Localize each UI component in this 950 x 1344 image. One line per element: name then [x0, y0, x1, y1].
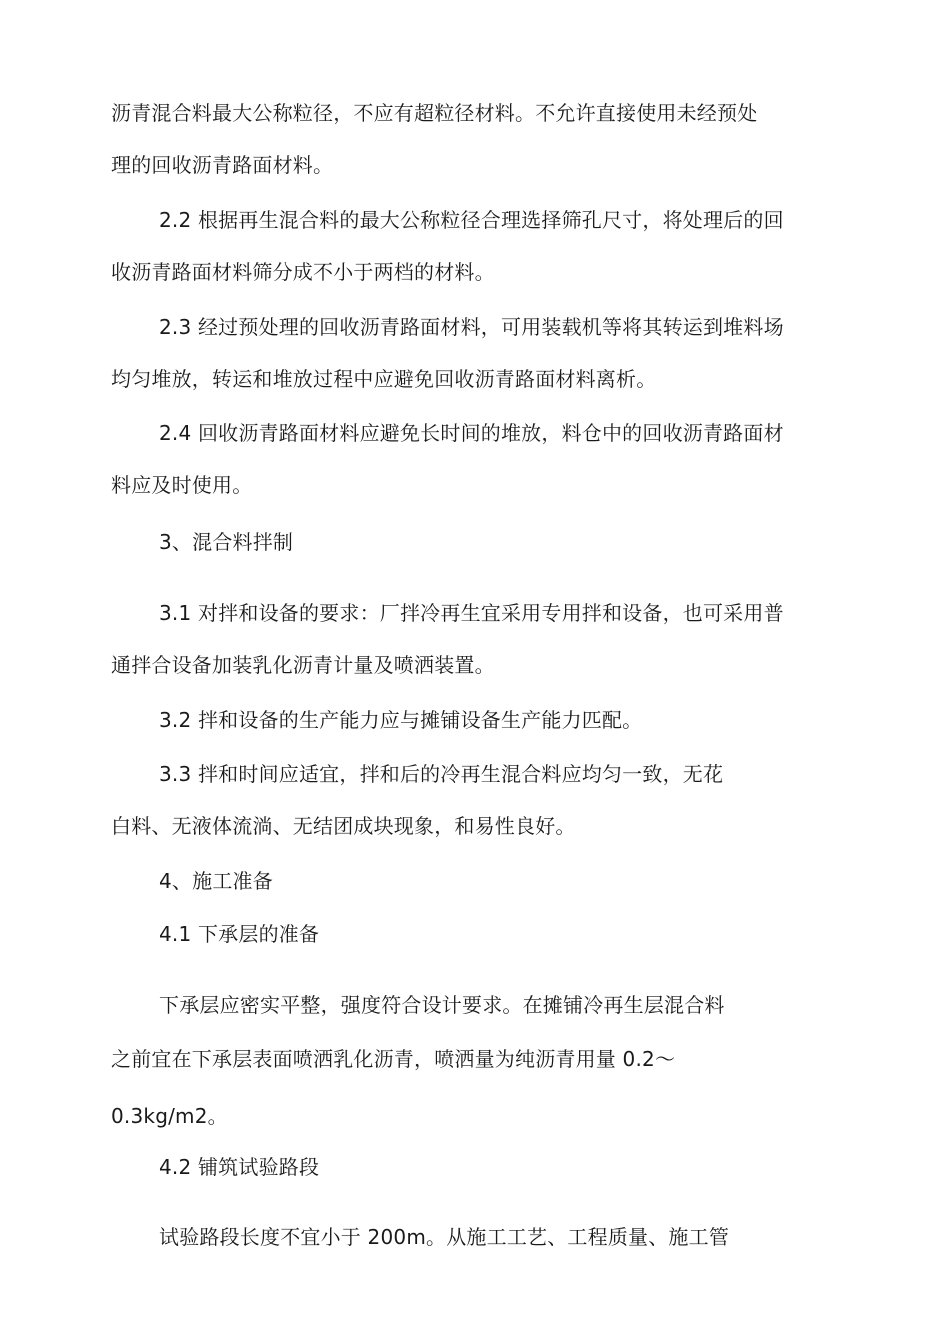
text-line: 之前宜在下承层表面喷洒乳化沥青，喷洒量为纯沥青用量 0.2〜 [111, 1047, 676, 1071]
text-line: 均匀堆放，转运和堆放过程中应避免回收沥青路面材料离析。 [111, 367, 657, 391]
section-heading: 4、施工准备 [159, 869, 273, 893]
text-line: 0.3kg/m2。 [111, 1104, 228, 1128]
text-line: 2.4 回收沥青路面材料应避免长时间的堆放，料仓中的回收沥青路面材 [159, 421, 784, 445]
text-line: 2.3 经过预处理的回收沥青路面材料，可用装载机等将其转运到堆料场 [159, 315, 784, 339]
subsection-heading: 4.1 下承层的准备 [159, 922, 320, 946]
text-line: 理的回收沥青路面材料。 [111, 153, 334, 177]
text-line: 试验路段长度不宜小于 200m。从施工工艺、工程质量、施工管 [159, 1225, 730, 1249]
text-line: 3.3 拌和时间应适宜，拌和后的冷再生混合料应均匀一致，无花 [159, 762, 724, 786]
text-line: 沥青混合料最大公称粒径，不应有超粒径材料。不允许直接使用未经预处 [111, 101, 758, 125]
subsection-heading: 4.2 铺筑试验路段 [159, 1155, 320, 1179]
section-heading: 3、混合料拌制 [159, 530, 294, 554]
text-line: 料应及时使用。 [111, 473, 253, 497]
text-line: 下承层应密实平整，强度符合设计要求。在摊铺冷再生层混合料 [159, 993, 725, 1017]
text-line: 2.2 根据再生混合料的最大公称粒径合理选择筛孔尺寸，将处理后的回 [159, 208, 784, 232]
text-line: 通拌合设备加装乳化沥青计量及喷洒装置。 [111, 653, 495, 677]
text-line: 3.1 对拌和设备的要求：厂拌冷再生宜采用专用拌和设备，也可采用普 [159, 601, 784, 625]
text-line: 收沥青路面材料筛分成不小于两档的材料。 [111, 260, 495, 284]
text-line: 白料、无液体流淌、无结团成块现象，和易性良好。 [111, 814, 576, 838]
text-line: 3.2 拌和设备的生产能力应与摊铺设备生产能力匹配。 [159, 708, 643, 732]
